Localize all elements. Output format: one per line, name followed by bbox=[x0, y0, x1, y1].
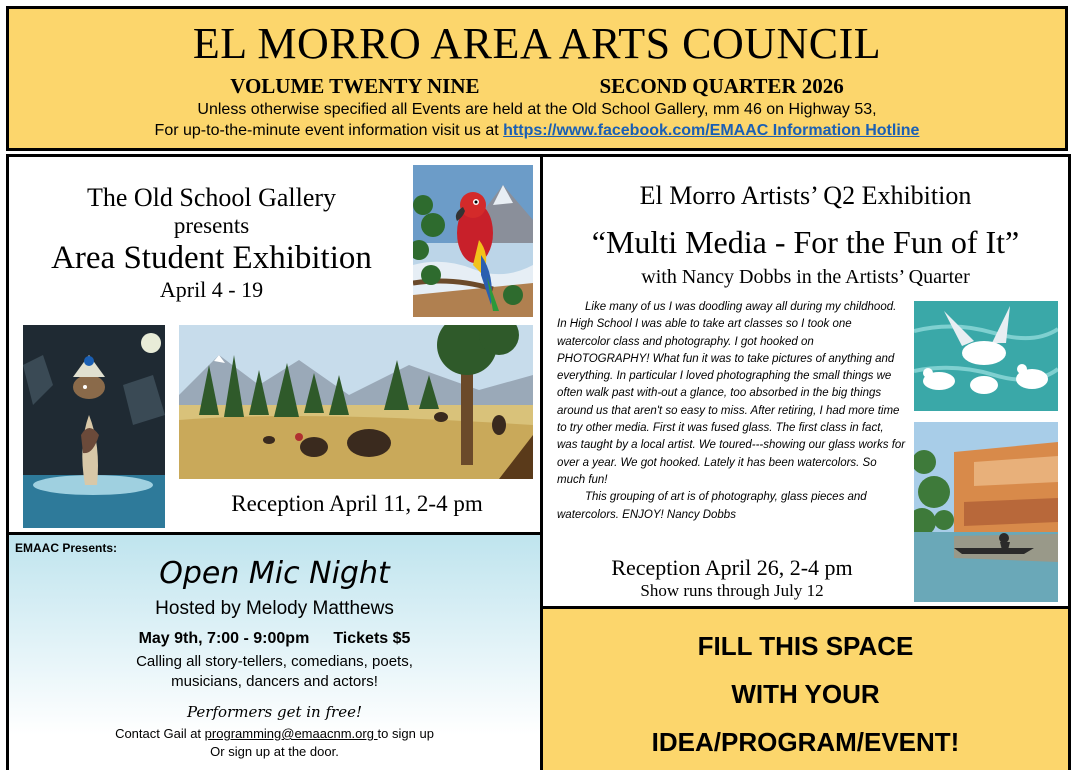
student-exhibition-panel bbox=[6, 154, 543, 535]
facebook-link[interactable]: https://www.facebook.com/EMAAC Information Hotline bbox=[503, 122, 920, 139]
night-creature-painting bbox=[23, 325, 165, 528]
canyon-kayak-painting bbox=[914, 422, 1058, 602]
contact-prefix: Contact Gail at bbox=[115, 726, 205, 741]
contact-suffix: to sign up bbox=[377, 726, 434, 741]
fill-line-2: WITH YOUR bbox=[731, 679, 880, 709]
contact-email-link[interactable]: programming@emaacnm.org bbox=[204, 726, 378, 741]
fill-line-1: FILL THIS SPACE bbox=[697, 631, 914, 661]
info-line bbox=[9, 120, 1065, 141]
statement-paragraph: This grouping of art is of photography, glass pieces and watercolors. ENJOY! Nancy Dobbs bbox=[557, 491, 867, 521]
host-line: Hosted by Melody Matthews bbox=[155, 598, 394, 619]
statement-paragraph: Like many of us I was doodling away all during my childhood. In High School I was able to take art classes so I took one watercolor class and photography. I got hooked on PHOTOGRAPHY! What fun it was to take pictures of anything and everything. In particular I loved photographing the small things we often walk past with-out a glance, too absorbed in the big things around us that aren't so easy to miss. After retiring, I had more time to try other media. First it was fused glass. The first class in fact, was taught by a local artist. We toured---showing our glass works for over a year. We got hooked. Lately it has been watercolors. So much fun! bbox=[557, 301, 906, 486]
exhibition-title: Area Student Exhibition bbox=[51, 240, 372, 276]
student-reception: Reception April 11, 2-4 pm bbox=[231, 491, 483, 516]
q2-reception: Reception April 26, 2-4 pm bbox=[611, 555, 853, 580]
gallery-name: The Old School Gallery bbox=[86, 183, 337, 212]
artist-statement bbox=[557, 299, 907, 524]
volume-label: VOLUME TWENTY NINE bbox=[230, 74, 480, 98]
ticket-price: Tickets $5 bbox=[333, 630, 411, 647]
q2-title: “Multi Media - For the Fun of It” bbox=[591, 224, 1020, 260]
quarter-label: SECOND QUARTER 2026 bbox=[599, 74, 844, 98]
call-line: Calling all story-tellers, comedians, poets, bbox=[136, 653, 413, 670]
show-runs: Show runs through July 12 bbox=[640, 581, 824, 600]
newsletter-title: EL MORRO AREA ARTS COUNCIL bbox=[192, 19, 882, 68]
door-signup: Or sign up at the door. bbox=[210, 744, 339, 759]
call-for-performers bbox=[9, 652, 540, 692]
turkeys-landscape-painting bbox=[179, 325, 533, 479]
date-time-tickets bbox=[9, 629, 540, 649]
fill-line-3: IDEA/PROGRAM/EVENT! bbox=[651, 727, 960, 757]
performers-free: Performers get in free! bbox=[187, 703, 362, 721]
open-mic-panel bbox=[6, 532, 543, 770]
q2-subtitle: with Nancy Dobbs in the Artists’ Quarter bbox=[641, 266, 970, 288]
open-mic-title: Open Mic Night bbox=[159, 556, 390, 591]
masthead bbox=[6, 6, 1068, 151]
emaac-presents: EMAAC Presents: bbox=[15, 541, 118, 555]
fill-this-space-panel bbox=[540, 606, 1071, 770]
exhibition-dates: April 4 - 19 bbox=[159, 277, 264, 302]
q2-exhibition-panel bbox=[540, 154, 1071, 609]
presents-label: presents bbox=[173, 213, 250, 238]
call-line: musicians, dancers and actors! bbox=[171, 673, 378, 690]
geese-painting bbox=[914, 301, 1058, 411]
venue-note: Unless otherwise specified all Events are held at the Old School Gallery, mm 46 on Highway 53, bbox=[197, 101, 877, 118]
event-date-time: May 9th, 7:00 - 9:00pm bbox=[138, 630, 310, 647]
parrot-painting bbox=[413, 165, 533, 317]
info-prefix: For up-to-the-minute event information visit us at bbox=[154, 122, 504, 139]
q2-heading: El Morro Artists’ Q2 Exhibition bbox=[639, 181, 972, 210]
contact-line bbox=[9, 725, 540, 743]
volume-row bbox=[9, 73, 1065, 99]
